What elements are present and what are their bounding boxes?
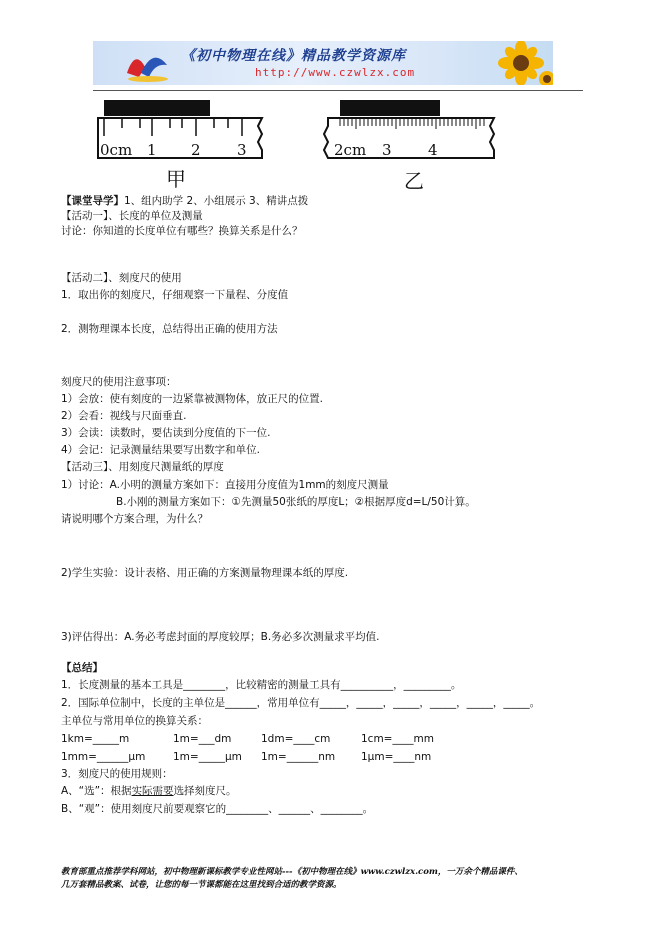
banner-url: http://www.czwlzx.com (255, 66, 416, 79)
guide-heading: 【课堂导学】 (61, 195, 124, 207)
rule-b: B、“观”：使用刻度尺前要观察它的________、______、________。 (61, 803, 374, 815)
ruler-left-tick-3: 3 (237, 141, 247, 159)
activity3-plan-b: B.小刚的测量方案如下：①先测量50张纸的厚度L；②根据厚度d=L/50计算。 (116, 496, 476, 508)
footer-line-2: 几万套精品教案、试卷，让您的每一节课都能在这里找到合适的教学资源。 (61, 880, 342, 890)
rule-a-suffix: 选择刻度尺。 (173, 785, 237, 797)
conversion-r2-c4: 1μm=____nm (361, 751, 432, 763)
activity2-step1: 1．取出你的刻度尺，仔细观察一下量程、分度值 (61, 289, 289, 301)
ruler-left-label: 甲 (166, 167, 186, 190)
rule-a (61, 784, 237, 798)
activity3-title: 【活动三】、用刻度尺测量纸的厚度 (61, 461, 224, 473)
conversion-r1-c4: 1cm=____mm (361, 733, 434, 745)
summary-2: 2．国际单位制中，长度的主单位是______，常用单位有_____，_____，_____，_____，_____，_____。 (61, 697, 541, 709)
ruler-left-tick-2: 2 (191, 141, 201, 159)
sunflower-icon (485, 41, 553, 85)
footer-line-1: 教育部重点推荐学科网站，初中物理新课标教学专业性网站---《初中物理在线》www.czwlzx.com，一万余个精品课件、 (61, 867, 523, 877)
rulers-figure (90, 96, 510, 190)
ruler-left-tick-0: 0cm (100, 141, 133, 159)
summary-3: 主单位与常用单位的换算关系： (61, 715, 208, 727)
conversion-r2-c1: 1mm=______μm (61, 751, 146, 763)
note-3: 3）会读：读数时，要估读到分度值的下一位. (61, 427, 271, 439)
summary-title: 【总结】 (61, 662, 103, 674)
note-4: 4）会记：记录测量结果要写出数字和单位. (61, 444, 261, 456)
conversion-r2-c3: 1m=______nm (261, 751, 336, 763)
site-logo-icon (123, 43, 173, 83)
note-1: 1）会放：使有刻度的一边紧靠被测物体，放正尺的位置. (61, 393, 324, 405)
ruler-left (98, 100, 262, 190)
conversion-r1-c1: 1km=_____m (61, 733, 130, 745)
activity3-question: 请说明哪个方案合理，为什么？ (61, 513, 208, 525)
header-banner (93, 41, 553, 85)
note-2: 2）会看：视线与尺面垂直. (61, 410, 187, 422)
activity2-step2: 2．测物理课本长度，总结得出正确的使用方法 (61, 323, 278, 335)
ruler-right (324, 100, 494, 190)
conversion-r1-c3: 1dm=____cm (261, 733, 331, 745)
activity3-evaluation: 3)评估得出：A.务必考虑封面的厚度较厚；B.务必多次测量求平均值. (61, 631, 380, 643)
ruler-right-tick-1: 3 (382, 141, 392, 159)
ruler-right-tick-2: 4 (428, 141, 438, 159)
guide-steps: 1、组内助学 2、小组展示 3、精讲点拨 (124, 195, 309, 207)
activity3-experiment: 2)学生实验：设计表格、用正确的方案测量物理课本纸的厚度. (61, 567, 349, 579)
header-rule (93, 90, 583, 91)
activity2-title: 【活动二】、刻度尺的使用 (61, 272, 182, 284)
activity1-question: 讨论：你知道的长度单位有哪些？换算关系是什么？ (61, 225, 303, 237)
conversion-r1-c2: 1m=___dm (173, 733, 232, 745)
conversion-r2-c2: 1m=_____μm (173, 751, 242, 763)
rule-a-prefix: A、“选”：根据 (61, 785, 132, 797)
notes-title: 刻度尺的使用注意事项： (61, 376, 177, 388)
rules-title: 3．刻度尺的使用规则： (61, 768, 173, 780)
ruler-left-tick-1: 1 (147, 141, 157, 159)
guide-line (61, 194, 308, 208)
ruler-right-tick-0: 2cm (334, 141, 367, 159)
activity3-plan-a: 1）讨论：A.小明的测量方案如下：直接用分度值为1mm的刻度尺测量 (61, 479, 389, 491)
activity1-title: 【活动一】、长度的单位及测量 (61, 210, 203, 222)
rule-a-underlined: 实际需要 (131, 785, 174, 797)
banner-title: 《初中物理在线》精品教学资源库 (181, 48, 406, 64)
summary-1: 1．长度测量的基本工具是________，比较精密的测量工具有__________，_________。 (61, 679, 462, 691)
ruler-right-label: 乙 (404, 169, 424, 190)
